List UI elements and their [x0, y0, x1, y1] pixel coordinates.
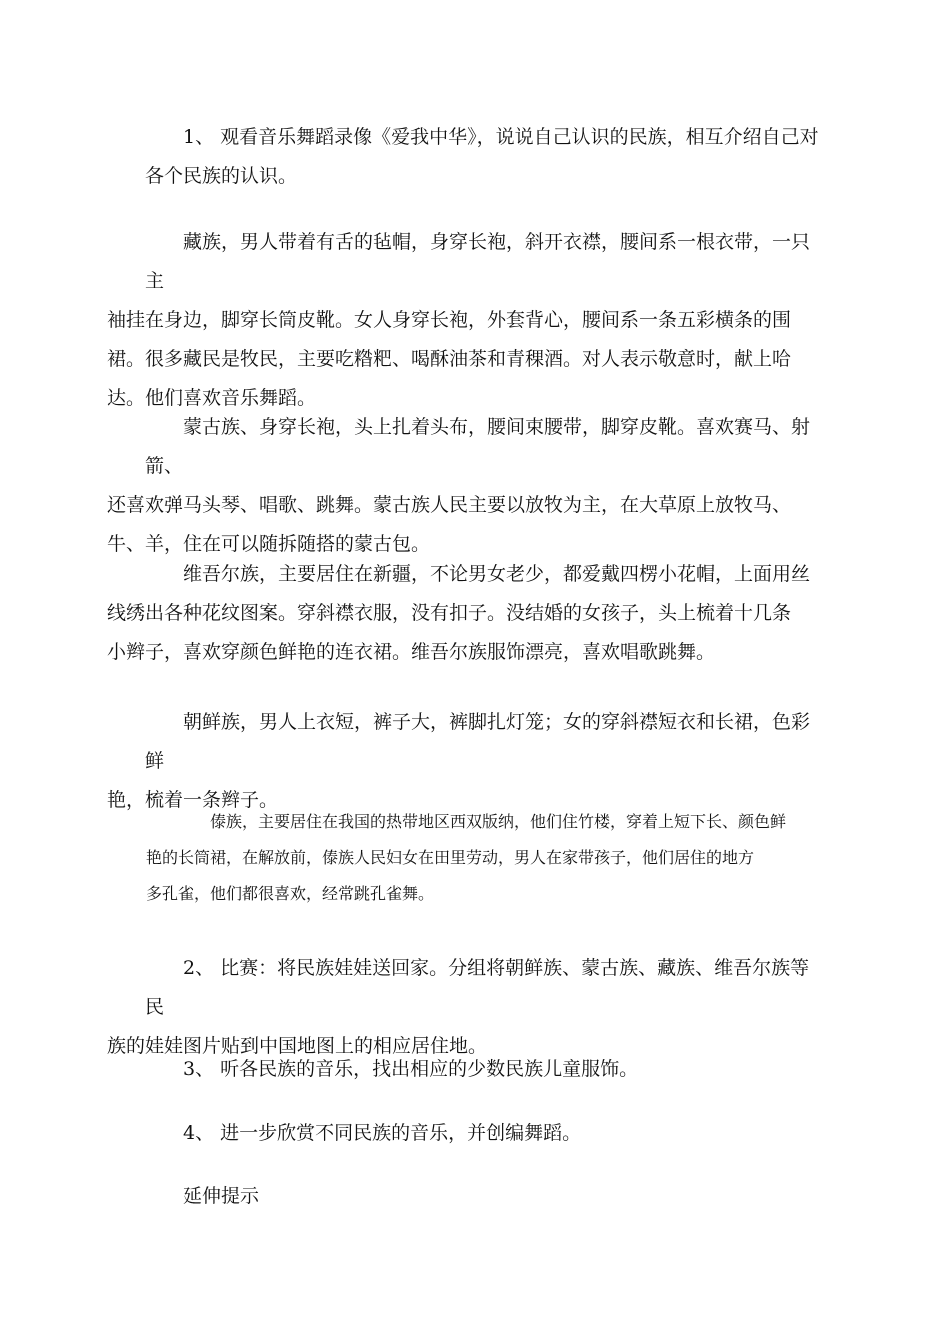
paragraph-activity-4 — [145, 1114, 825, 1153]
text-line: 达。他们喜欢音乐舞蹈。 — [107, 387, 317, 409]
text-line: 线绣出各种花纹图案。穿斜襟衣服，没有扣子。没结婚的女孩子，头上梳着十几条 — [107, 602, 792, 624]
text-line: 族的娃娃图片贴到中国地图上的相应居住地。 — [107, 1035, 488, 1057]
text-line: 藏族，男人带着有舌的毡帽，身穿长袍，斜开衣襟，腰间系一根衣带，一只主 — [145, 231, 811, 292]
text-line: 维吾尔族，主要居住在新疆，不论男女老少，都爱戴四楞小花帽，上面用丝 — [183, 563, 811, 585]
text-line: 朝鲜族，男人上衣短，裤子大，裤脚扎灯笼；女的穿斜襟短衣和长裙，色彩鲜 — [145, 711, 811, 772]
paragraph-korean — [107, 703, 825, 820]
text-line: 傣族，主要居住在我国的热带地区西双版纳，他们住竹楼，穿着上短下长、颜色鲜 — [210, 812, 787, 831]
paragraph-tibetan — [107, 223, 825, 418]
text-line: 裙。很多藏民是牧民，主要吃糌粑、喝酥油茶和青稞酒。对人表示敬意时，献上哈 — [107, 348, 792, 370]
paragraph-uyghur — [107, 555, 825, 672]
text-line: 3、 听各民族的音乐，找出相应的少数民族儿童服饰。 — [183, 1058, 639, 1080]
text-line: 1、 观看音乐舞蹈录像《爱我中华》，说说自己认识的民族，相互介绍自己对 — [183, 126, 819, 148]
text-line: 牛、羊，住在可以随拆随搭的蒙古包。 — [107, 533, 431, 555]
paragraph-activity-3 — [145, 1050, 825, 1089]
text-line: 2、 比赛：将民族娃娃送回家。分组将朝鲜族、蒙古族、藏族、维吾尔族等民 — [145, 957, 810, 1018]
text-line: 小辫子，喜欢穿颜色鲜艳的连衣裙。维吾尔族服饰漂亮，喜欢唱歌跳舞。 — [107, 641, 716, 663]
text-line: 艳，梳着一条辫子。 — [107, 789, 279, 811]
text-line: 袖挂在身边，脚穿长筒皮靴。女人身穿长袍，外套背心，腰间系一条五彩横条的围 — [107, 309, 792, 331]
paragraph-mongolian — [107, 408, 825, 564]
text-line: 延伸提示 — [183, 1185, 260, 1207]
text-line: 艳的长筒裙，在解放前，傣族人民妇女在田里劳动，男人在家带孩子，他们居住的地方 — [146, 848, 755, 867]
text-line: 还喜欢弹马头琴、唱歌、跳舞。蒙古族人民主要以放牧为主，在大草原上放牧马、 — [107, 494, 792, 516]
paragraph-activity-2 — [107, 949, 825, 1066]
section-heading-extension — [145, 1177, 825, 1216]
text-line: 多孔雀，他们都很喜欢，经常跳孔雀舞。 — [146, 884, 435, 903]
paragraph-activity-1 — [145, 118, 825, 196]
text-line: 4、 进一步欣赏不同民族的音乐，并创编舞蹈。 — [183, 1122, 582, 1144]
text-line: 各个民族的认识。 — [145, 165, 298, 187]
paragraph-dai — [146, 804, 810, 912]
text-line: 蒙古族、身穿长袍，头上扎着头布，腰间束腰带，脚穿皮靴。喜欢赛马、射箭、 — [145, 416, 811, 477]
